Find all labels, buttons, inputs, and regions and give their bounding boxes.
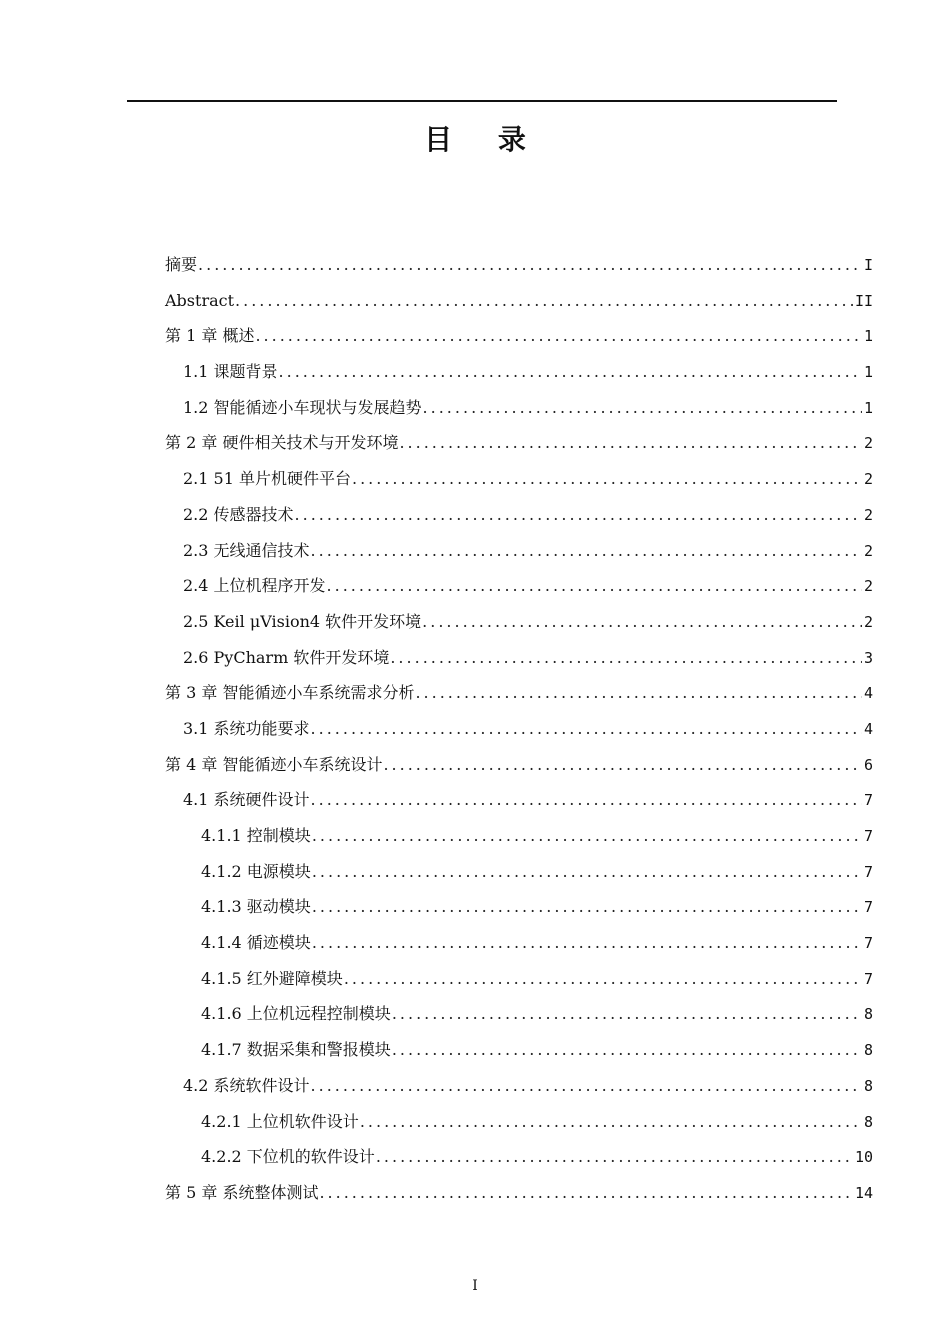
toc-entry-label: 第 5 章 系统整体测试 [165,1182,319,1202]
toc-entry-label: 4.1 系统硬件设计 [183,790,310,810]
toc-entry-label: 第 3 章 智能循迹小车系统需求分析 [165,683,415,703]
toc-entry[interactable] [165,1177,873,1213]
toc-entry-label: 2.5 Keil μVision4 软件开发环境 [183,611,422,631]
toc-entry[interactable] [165,606,873,642]
toc-entry-label: 摘要 [165,255,198,274]
toc-leader-dots [235,285,853,317]
toc-entry[interactable] [165,392,873,428]
toc-entry-label: 第 2 章 硬件相关技术与开发环境 [165,433,399,453]
toc-entry-label: 2.2 传感器技术 [183,504,294,524]
toc-entry[interactable] [165,677,873,713]
toc-leader-dots [312,820,862,852]
toc-entry-label: 2.3 无线通信技术 [183,540,310,560]
toc-entry-page: 4 [863,719,873,738]
page-title: 目 录 [424,123,544,156]
toc-leader-dots [390,642,862,674]
toc-entry-label: 3.1 系统功能要求 [183,718,310,738]
toc-leader-dots [376,1141,853,1173]
toc-entry-page: 7 [863,934,873,953]
toc-leader-dots [311,713,862,745]
toc-entry-label: 4.2.1 上位机软件设计 [201,1111,359,1131]
toc-entry-page: 7 [863,827,873,845]
toc-entry[interactable] [165,927,873,963]
toc-entry-page: 7 [863,898,873,917]
toc-leader-dots [352,463,862,495]
toc-entry-label: 4.1.2 电源模块 [201,861,311,881]
toc-entry-page: 8 [863,1112,873,1131]
toc-leader-dots [311,1070,862,1102]
toc-leader-dots [422,606,862,638]
toc-entry-page: 2 [863,470,873,489]
toc-entry-page: I [863,256,873,274]
toc-entry[interactable] [165,963,873,999]
toc-entry-label: 4.1.7 数据采集和警报模块 [201,1040,391,1060]
toc-entry-page: 1 [863,363,873,382]
toc-leader-dots [423,392,862,424]
toc-entry-page: 2 [863,505,873,524]
toc-entry-label: 4.1.5 红外避障模块 [201,968,343,988]
toc-entry-label: 第 1 章 概述 [165,326,255,346]
toc-entry[interactable] [165,820,873,856]
toc-entry-label: 4.2 系统软件设计 [183,1075,310,1095]
toc-entry-page: 2 [863,612,873,631]
toc-entry[interactable] [165,713,873,749]
toc-entry-page: II [854,291,873,310]
toc-leader-dots [399,427,862,459]
toc-entry[interactable] [165,499,873,535]
toc-entry-page: 7 [863,969,873,988]
toc-entry-page: 8 [863,1005,873,1024]
toc-entry[interactable] [165,427,873,463]
toc-entry-label: 2.1 51 单片机硬件平台 [183,469,351,489]
toc-entry-label: 1.2 智能循迹小车现状与发展趋势 [183,397,422,417]
header-rule [127,100,837,102]
toc-entry[interactable] [165,1141,873,1177]
toc-entry[interactable] [165,535,873,571]
toc-entry[interactable] [165,356,873,392]
toc-entry-page: 2 [863,577,873,596]
toc-entry-label: 1.1 课题背景 [183,362,278,382]
toc-entry[interactable] [165,749,873,785]
toc-entry-page: 6 [863,755,873,774]
toc-leader-dots [319,1177,852,1209]
toc-leader-dots [392,998,862,1030]
toc-entry-page: 2 [863,434,873,453]
toc-entry-label: Abstract [165,290,235,310]
toc-leader-dots [312,927,862,959]
toc-entry[interactable] [165,856,873,892]
toc-entry[interactable] [165,891,873,927]
toc-entry[interactable] [165,285,873,321]
footer-page-number: I [472,1278,478,1294]
toc-entry[interactable] [165,1070,873,1106]
toc-entry[interactable] [165,463,873,499]
toc-entry[interactable] [165,249,873,285]
toc-entry-page: 4 [863,684,873,703]
toc-leader-dots [279,356,862,388]
toc-entry-page: 7 [863,862,873,881]
toc-leader-dots [312,891,862,923]
toc-leader-dots [295,499,862,531]
toc-entry-label: 2.6 PyCharm 软件开发环境 [183,647,390,667]
toc-entry[interactable] [165,642,873,678]
toc-entry-page: 14 [854,1183,873,1202]
table-of-contents [165,249,873,1213]
toc-entry-page: 1 [863,327,873,346]
toc-entry-page: 8 [863,1076,873,1095]
toc-entry[interactable] [165,784,873,820]
toc-entry-label: 4.1.3 驱动模块 [201,897,311,917]
toc-entry-label: 4.1.1 控制模块 [201,826,311,845]
toc-entry-page: 10 [854,1148,873,1167]
toc-leader-dots [392,1034,862,1066]
toc-leader-dots [255,320,862,352]
toc-leader-dots [312,856,862,888]
toc-entry-label: 4.2.2 下位机的软件设计 [201,1147,375,1167]
toc-leader-dots [327,570,862,602]
toc-entry[interactable] [165,1034,873,1070]
toc-entry-page: 7 [863,791,873,810]
toc-entry-page: 3 [863,648,873,667]
toc-leader-dots [383,749,862,781]
toc-leader-dots [311,535,862,567]
toc-leader-dots [415,677,862,709]
toc-entry-label: 4.1.6 上位机远程控制模块 [201,1004,391,1024]
toc-entry[interactable] [165,998,873,1034]
toc-entry-label: 4.1.4 循迹模块 [201,933,311,953]
toc-entry-page: 2 [863,541,873,560]
toc-entry-label: 2.4 上位机程序开发 [183,576,326,596]
toc-leader-dots [311,784,862,816]
toc-leader-dots [198,249,862,281]
toc-entry[interactable] [165,320,873,356]
toc-entry-page: 8 [863,1041,873,1060]
toc-entry[interactable] [165,1106,873,1142]
toc-entry[interactable] [165,570,873,606]
toc-leader-dots [360,1106,862,1138]
toc-leader-dots [344,963,862,995]
toc-entry-page: 1 [863,398,873,417]
toc-entry-label: 第 4 章 智能循迹小车系统设计 [165,754,383,774]
